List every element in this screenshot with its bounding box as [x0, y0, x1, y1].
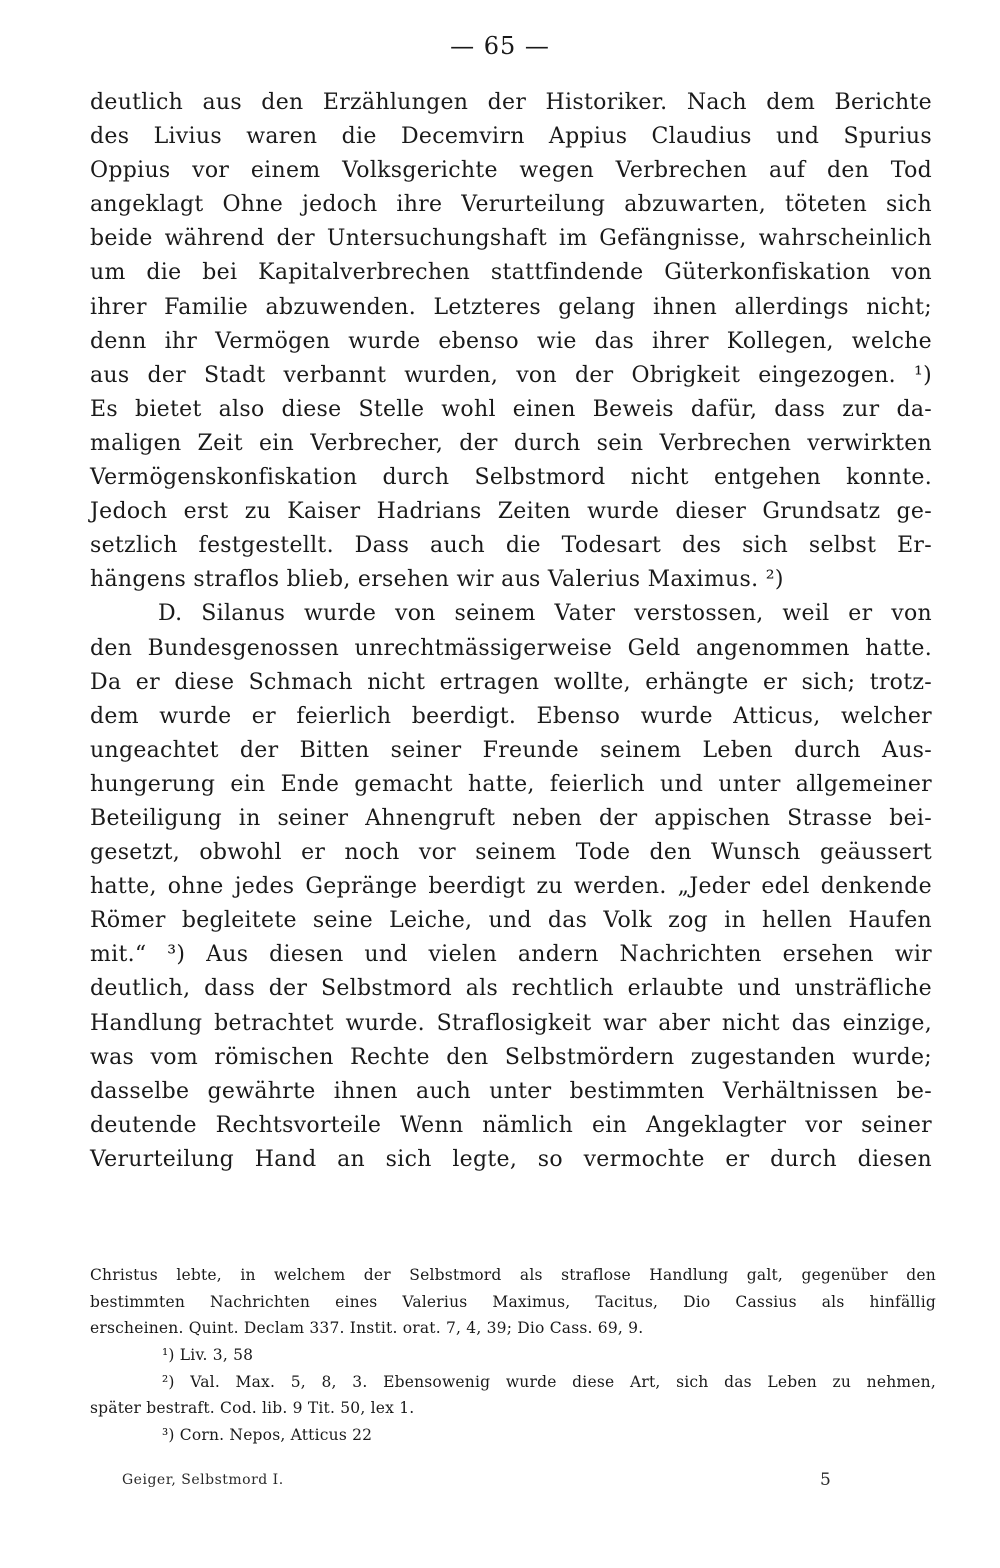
footnote-line: bestimmten Nachrichten eines Valerius Maximus, Tacitus, Dio Cassius als hinfällig: [90, 1292, 936, 1311]
body-line: dem wurde er feierlich beerdigt. Ebenso wurde Atticus, welcher: [90, 703, 932, 729]
printer-signature: Geiger, Selbstmord I.: [122, 1472, 284, 1488]
footnote-line: später bestraft. Cod. lib. 9 Tit. 50, lex 1.: [90, 1399, 415, 1418]
body-line: Oppius vor einem Volksgerichte wegen Verbrechen auf den Tod: [90, 158, 932, 184]
body-line: Handlung betrachtet wurde. Straflosigkeit war aber nicht das einzige,: [90, 1010, 932, 1036]
body-line: setzlich festgestellt. Dass auch die Todesart des sich selbst Er-: [90, 533, 932, 559]
body-line: deutlich, dass der Selbstmord als rechtlich erlaubte und unsträfliche: [90, 976, 932, 1002]
body-line: hängens straflos blieb, ersehen wir aus Valerius Maximus. ²): [90, 567, 784, 593]
body-line: ihrer Familie abzuwenden. Letzteres gelang ihnen allerdings nicht;: [90, 294, 932, 320]
body-line: deutlich aus den Erzählungen der Historiker. Nach dem Berichte: [90, 90, 932, 115]
body-line: hatte, ohne jedes Gepränge beerdigt zu werden. „Jeder edel denkende: [90, 874, 932, 900]
footnote-line: Christus lebte, in welchem der Selbstmord als straflose Handlung galt, gegenüber den: [90, 1266, 936, 1284]
body-line: deutende Rechtsvorteile Wenn nämlich ein Angeklagter vor seiner: [90, 1112, 932, 1138]
body-line: den Bundesgenossen unrechtmässigerweise Geld angenommen hatte.: [90, 635, 932, 661]
body-text: [90, 86, 932, 1177]
footnotes: [90, 1262, 936, 1449]
body-line: angeklagt Ohne jedoch ihre Verurteilung abzuwarten, töteten sich: [90, 192, 932, 218]
body-line: ungeachtet der Bitten seiner Freunde seinem Leben durch Aus-: [90, 737, 932, 763]
footnote-line: ³) Corn. Nepos, Atticus 22: [162, 1426, 373, 1445]
body-line: hungerung ein Ende gemacht hatte, feierlich und unter allgemeiner: [90, 771, 932, 797]
footnote-line: erscheinen. Quint. Declam 337. Instit. orat. 7, 4, 39; Dio Cass. 69, 9.: [90, 1319, 644, 1338]
body-line: Verurteilung Hand an sich legte, so vermochte er durch diesen: [90, 1146, 932, 1172]
body-line: Es bietet also diese Stelle wohl einen Beweis dafür, dass zur da-: [90, 396, 932, 422]
body-line: maligen Zeit ein Verbrecher, der durch sein Verbrechen verwirkten: [90, 430, 932, 456]
body-line: dasselbe gewährte ihnen auch unter bestimmten Verhältnissen be-: [90, 1078, 932, 1104]
body-line: aus der Stadt verbannt wurden, von der Obrigkeit eingezogen. ¹): [90, 362, 932, 388]
body-line: um die bei Kapitalverbrechen stattfindende Güterkonfiskation von: [90, 260, 932, 286]
body-line: gesetzt, obwohl er noch vor seinem Tode den Wunsch geäussert: [90, 840, 932, 866]
footnote-line: ²) Val. Max. 5, 8, 3. Ebensowenig wurde diese Art, sich das Leben zu nehmen,: [162, 1372, 936, 1391]
body-line: Da er diese Schmach nicht ertragen wollte, erhängte er sich; trotz-: [90, 669, 932, 695]
body-line: mit.“ ³) Aus diesen und vielen andern Nachrichten ersehen wir: [90, 942, 932, 968]
page-number: — 65 —: [450, 32, 550, 60]
body-line: Vermögenskonfiskation durch Selbstmord nicht entgehen konnte.: [90, 465, 932, 491]
body-line: Jedoch erst zu Kaiser Hadrians Zeiten wurde dieser Grundsatz ge-: [90, 499, 932, 525]
body-line: Römer begleitete seine Leiche, und das Volk zog in hellen Haufen: [90, 908, 932, 934]
sheet-number: 5: [820, 1470, 831, 1490]
body-line: was vom römischen Rechte den Selbstmördern zugestanden wurde;: [90, 1044, 932, 1070]
footnote-line: ¹) Liv. 3, 58: [162, 1346, 254, 1365]
body-line: Beteiligung in seiner Ahnengruft neben der appischen Strasse bei-: [90, 805, 932, 831]
body-line: denn ihr Vermögen wurde ebenso wie das ihrer Kollegen, welche: [90, 328, 932, 354]
body-line: D. Silanus wurde von seinem Vater verstossen, weil er von: [158, 601, 932, 627]
body-line: des Livius waren die Decemvirn Appius Claudius und Spurius: [90, 124, 932, 150]
body-line: beide während der Untersuchungshaft im Gefängnisse, wahrscheinlich: [90, 226, 932, 252]
